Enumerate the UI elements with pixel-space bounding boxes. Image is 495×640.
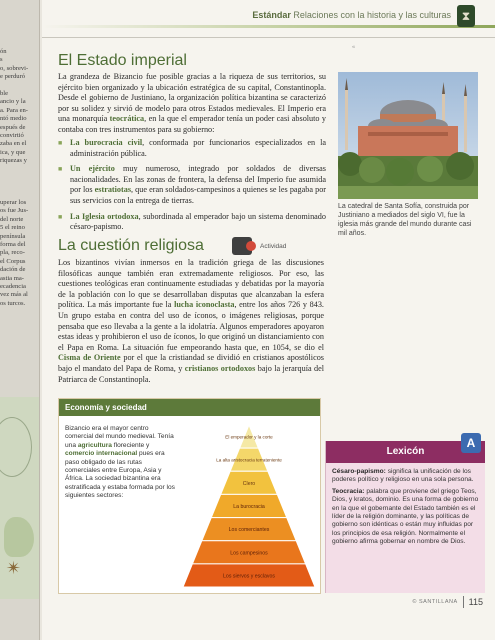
economy-text: Bizancio era el mayor centro comercial del mundo medieval. Tenía una agricultura floreciente y comercio internacional pues era paso obligado de las rutas comerciales entre Europa, Asia y África. La sociedad bizantina era estratificada y estaba formada por los siguientes sectores:	[65, 425, 175, 500]
facing-page-line: riquezas y	[0, 157, 27, 165]
facing-page-line: os turcos.	[0, 299, 26, 307]
lexicon-entry: Césaro-papismo: significa la unificación de los poderes político y religioso en una sola persona.	[332, 468, 474, 484]
list-item: ■ La burocracia civil, conformada por funcionarios especializados en la administración pública.	[58, 138, 326, 159]
facing-page-line: ón	[0, 48, 7, 55]
section-title-religious-question: La cuestión religiosa	[58, 237, 204, 254]
facing-page	[0, 0, 40, 640]
facing-page-line: s	[0, 56, 3, 64]
facing-page-line: 5 el reino	[0, 224, 25, 232]
lexicon-body	[326, 463, 485, 555]
facing-page-line: del norte	[0, 215, 24, 223]
lexicon-box	[325, 436, 485, 593]
activity-label: Actividad	[260, 242, 287, 250]
list-item: ■ La Iglesia ortodoxa, subordinada al emperador bajo un sistema denominado césaro-papismo.	[58, 212, 326, 233]
facing-page-text	[0, 48, 40, 308]
government-instruments-list	[58, 138, 326, 238]
facing-page-line: o, sobrevi-	[0, 64, 29, 72]
facing-page-line: astia ma-	[0, 274, 24, 282]
facing-page-line	[0, 82, 40, 90]
facing-page-line: a. Para en-	[0, 106, 29, 114]
pyramid-level-label: Los comerciantes	[228, 527, 270, 534]
pyramid-level-label: Los campesinos	[230, 550, 268, 557]
activity-icon	[232, 237, 252, 255]
economy-box-title: Economía y sociedad	[59, 399, 320, 416]
facing-page-line: dación de	[0, 266, 26, 274]
header-title	[252, 10, 451, 20]
lexicon-badge: A	[461, 433, 481, 453]
photo-caption: La catedral de Santa Sofía, construida por Justiniano a mediados del siglo VI, fue la iglesia más grande del mundo durante casi mil años.	[338, 203, 472, 237]
hourglass-icon: ⧗	[457, 5, 475, 27]
pyramid-level-label: El emperador y la corte	[225, 434, 273, 440]
page-footer	[412, 596, 483, 608]
pyramid-level-label: Clero	[242, 480, 256, 487]
activity-link[interactable]	[232, 236, 286, 256]
facing-page-line: e perduró	[0, 73, 26, 81]
lexicon-title: Lexicón	[326, 441, 485, 463]
society-pyramid	[181, 421, 317, 591]
facing-page-line: península	[0, 232, 26, 240]
page-number: 115	[468, 597, 483, 607]
facing-page-line: uperar los	[0, 199, 27, 207]
decorative-mark: «	[352, 44, 355, 50]
pyramid-level-label: La alta aristocracia terrateniente	[216, 457, 282, 463]
lexicon-entry: Teocracia: palabra que proviene del griego Teos, Dios, y kratos, dominio. Es una forma de gobierno en la que el gobernante del Estado también es el líder de la religión dominante, y las políticas de gobierno son idénticas o están muy influidas por los principios de esa religión. Normalmente el gobierno afirma gobernar en nombre de Dios.	[332, 487, 479, 546]
facing-page-line: forma del	[0, 240, 26, 248]
facing-page-line	[0, 165, 40, 173]
facing-page-line: convirtió	[0, 131, 24, 139]
hagia-sophia-photo	[338, 72, 478, 199]
facing-page-line: espués de	[0, 123, 26, 131]
facing-page-line: ica, y que	[0, 148, 26, 156]
facing-page-line: os fue Jus-	[0, 207, 29, 215]
facing-page-line: el Corpus	[0, 257, 26, 265]
facing-page-line	[0, 191, 40, 199]
section-title-imperial-state: El Estado imperial	[58, 52, 187, 69]
publisher-credit: © SANTILLANA	[412, 599, 458, 605]
imperial-state-intro: La grandeza de Bizancio fue posible gracias a la riqueza de sus territorios, su ejército bien organizado y la ubicación estratégica de su capital, Constantinopla. Desde el gobierno de Justiniano, la organización política bizantina se caracterizó por su solidez y sirvió de modelo para otros Estados medievales. El Imperio era una monarquía teocrática, en la que el emperador tenía un poder casi absoluto y contaba con tres instrumentos para su gobierno:	[58, 72, 326, 134]
pyramid-level-label: La burocracia	[233, 504, 265, 510]
list-item: ■ Un ejército muy numeroso, integrado por soldados de diversas nacionalidades. En las zonas de frontera, la defensa del Imperio fue asumida por los estratiotas, que eran soldados-campesinos a quienes se les pagaba por sus servicios con la entrega de tierras.	[58, 164, 326, 206]
header-rule	[42, 25, 495, 28]
facing-page-line: ancio y la	[0, 98, 26, 106]
compass-rose-icon: ✴	[6, 558, 22, 578]
facing-page-line: ecadencia	[0, 282, 26, 290]
textbook-page	[42, 0, 495, 640]
header-section: Estándar	[252, 10, 291, 20]
facing-page-line: ble	[0, 89, 9, 97]
facing-page-line	[0, 174, 40, 182]
facing-page-line: zaba en el	[0, 140, 27, 148]
facing-page-line	[0, 182, 40, 190]
religious-question-text: Los bizantinos vivían inmersos en la tradición griega de las discusiones filosóficas aunque también eran extremadamente religiosos. Por eso, las cuestiones teológicas eran continuamente estudiadas y debatidas por la mayoría de la población con lo que se desarrollaban disputas que alcanzaban la esfera política. La más importante fue la lucha iconoclasta, entre los años 726 y 843. Un grupo estaba en contra del uso de íconos, o imágenes religiosas, porque pensaba que eso llevaba a la gente a la idolatría. Algunos emperadores apoyaron estas ideas y prohibieron el uso de íconos, lo que originó un distanciamiento con el Papa en Roma. La situación fue empeorando hasta que, en 1054, se dio el Cisma de Oriente por el que la cristiandad se dividió en cristianos apostólicos bajo el mandato del Papa de Roma, y cristianos ortodoxos bajo la jerarquía del Patriarca de Constantinopla.	[58, 258, 324, 384]
page-header	[42, 0, 495, 38]
facing-page-line: pla, reco-	[0, 249, 25, 257]
facing-page-line: vez más al	[0, 291, 28, 299]
facing-page-line: ntó medio	[0, 115, 27, 123]
header-subtitle: Relaciones con la historia y las culturas	[293, 10, 451, 20]
pyramid-level-label: Los siervos y esclavos	[223, 573, 275, 580]
economy-society-box	[58, 398, 321, 594]
footer-divider	[463, 596, 464, 608]
